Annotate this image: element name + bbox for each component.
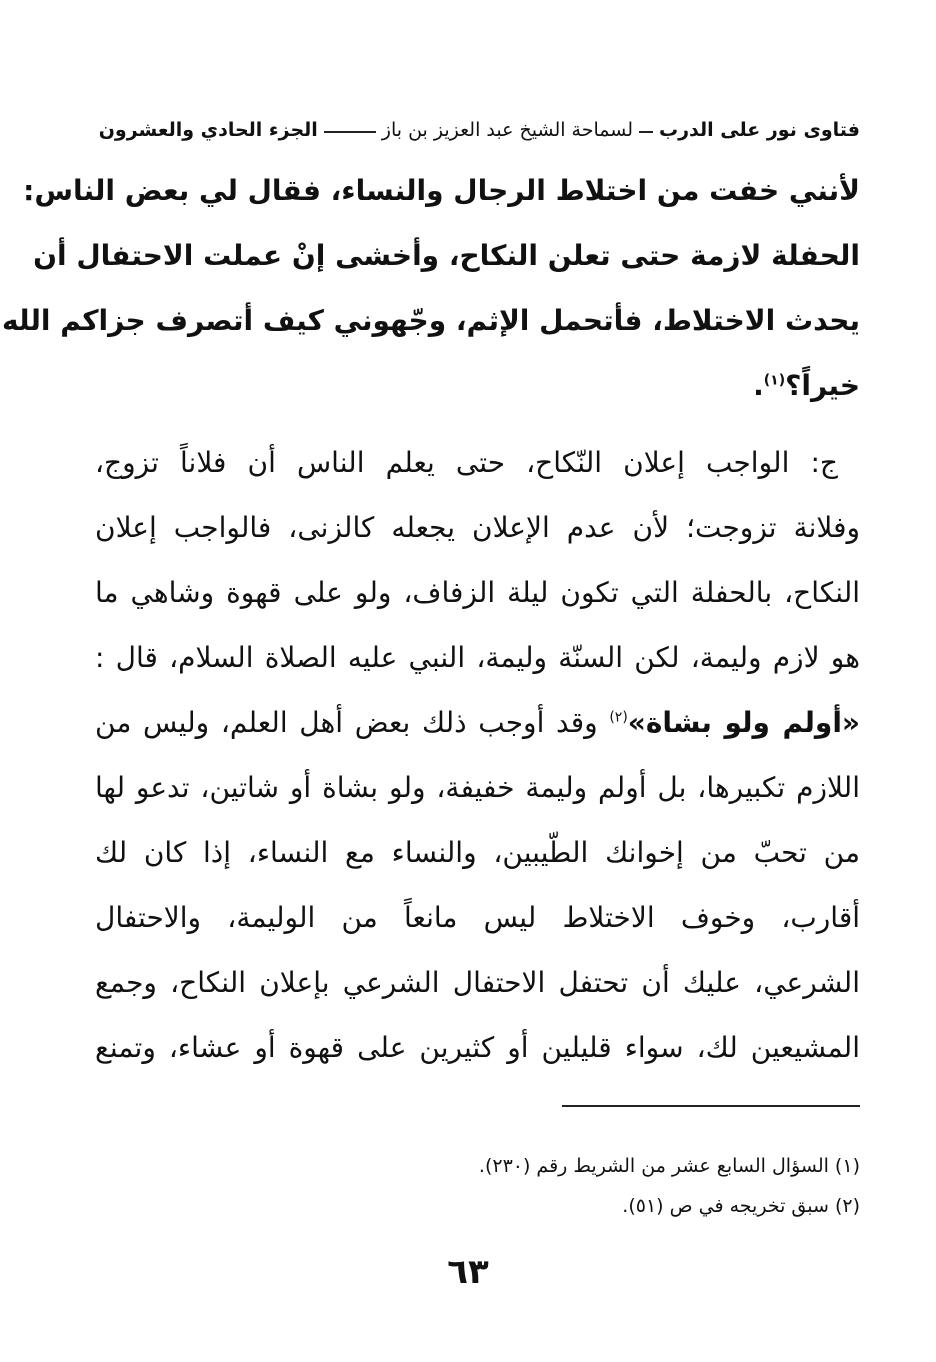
answer-line: هو لازم وليمة، لكن السنّة وليمة، النبي عليه الصلاة السلام، قال : [95,641,860,674]
answer-line: من تحبّ من إخوانك الطّيبين، والنساء مع النساء، إذا كان لك [95,836,860,869]
answer-line: ج: الواجب إعلان النّكاح، حتى يعلم الناس أن فلاناً تزوج، [95,446,838,479]
footnote-ref-1: (١) [763,372,786,389]
footnote-ref-2: (٢) [609,709,628,726]
header-long-dash-separator [324,131,376,133]
header-dash-separator [639,131,653,133]
footnotes [95,1146,860,1226]
footnote-divider [562,1105,860,1107]
question-last-line [95,353,860,418]
question-line: لأنني خفت من اختلاط الرجال والنساء، فقال لي بعض الناس: [23,174,860,207]
footnote-2: (٢) سبق تخريجه في ص (٥١). [622,1195,860,1217]
question-end-mark: . [753,369,764,402]
answer-line: المشيعين لك، سواء قليلين أو كثيرين على قهوة أو عشاء، وتمنع [95,1031,860,1064]
volume-label: الجزء الحادي والعشرون [98,119,318,141]
page-number: ٦٣ [447,1252,489,1292]
hadith-quote: «أولم ولو بشاة» [627,706,861,739]
question-line: الحفلة لازمة حتى تعلن النكاح، وأخشى إنْ عملت الاحتفال أن [33,239,860,272]
book-title: فتاوى نور على الدرب [659,119,860,141]
running-header [95,112,860,148]
question-line: يحدث الاختلاط، فأتحمل الإثم، وجّهوني كيف أتصرف جزاكم الله [1,304,860,337]
answer-line: وفلانة تزوجت؛ لأن عدم الإعلان يجعله كالزنى، فالواجب إعلان [95,511,860,544]
answer-line: الشرعي، عليك أن تحتفل الاحتفال الشرعي بإعلان النكاح، وجمع [95,966,860,999]
answer-line: النكاح، بالحفلة التي تكون ليلة الزفاف، ولو على قهوة وشاهي ما [95,576,860,609]
footnote-1: (١) السؤال السابع عشر من الشريط رقم (٢٣٠). [478,1155,860,1177]
book-author: لسماحة الشيخ عبد العزيز بن باز [381,119,633,141]
answer-paragraph [95,430,860,1080]
question-closing-text: خيراً؟ [785,369,860,402]
question-paragraph [1,158,860,418]
answer-quote-line [95,690,860,755]
answer-line: أقارب، وخوف الاختلاط ليس مانعاً من الوليمة، والاحتفال [95,901,860,934]
answer-quote-continuation: وقد أوجب ذلك بعض أهل العلم، وليس من [95,706,598,739]
answer-line: اللازم تكبيرها، بل أولم وليمة خفيفة، ولو بشاة أو شاتين، تدعو لها [95,771,860,804]
